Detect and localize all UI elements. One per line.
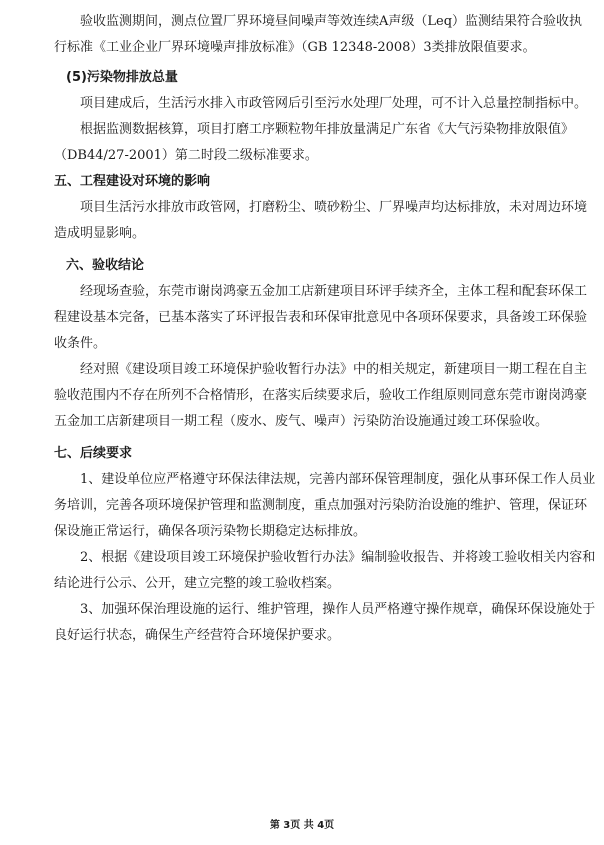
text-line: 结论进行公示、公开，建立完整的竣工验收档案。 bbox=[54, 576, 341, 591]
text-line: 2、根据《建设项目竣工环境保护验收暂行办法》编制验收报告、并将竣工验收相关内容和 bbox=[80, 550, 596, 565]
text-line: 务培训，完善各项环境保护管理和监测制度，重点加强对污染防治设施的维护、管理，保证环 bbox=[54, 498, 588, 513]
text-line: 验收范围内不存在所列不合格情形，在落实后续要求后，验收工作组原则同意东莞市谢岗鸿豪 bbox=[54, 388, 588, 403]
text-line: 造成明显影响。 bbox=[54, 226, 146, 241]
text-line: 经现场查验，东莞市谢岗鸿豪五金加工店新建项目环评手续齐全，主体工程和配套环保工 bbox=[80, 284, 588, 299]
section-heading-follow-up-requirements: 七、后续要求 bbox=[54, 446, 133, 461]
page-number-footer: 第 3页 共 4页 bbox=[269, 820, 335, 831]
section-heading-environmental-impact: 五、工程建设对环境的影响 bbox=[54, 174, 211, 189]
text-line: 经对照《建设项目竣工环境保护验收暂行办法》中的相关规定，新建项目一期工程在自主 bbox=[80, 362, 588, 377]
text-line: 行标准《工业企业厂界环境噪声排放标准》（GB 12348-2008）3类排放限值要求。 bbox=[54, 40, 536, 55]
text-line: 验收监测期间，测点位置厂界环境昼间噪声等效连续A声级（Leq）监测结果符合验收执 bbox=[80, 14, 583, 29]
text-line: 收条件。 bbox=[54, 336, 107, 351]
noise-monitoring-paragraph bbox=[54, 9, 583, 61]
text-line: 项目建成后，生活污水排入市政管网后引至污水处理厂处理，可不计入总量控制指标中。 bbox=[80, 96, 588, 111]
text-line: 3、加强环保治理设施的运行、维护管理，操作人员严格遵守操作规章，确保环保设施处于 bbox=[80, 602, 596, 617]
text-line: 程建设基本完备，已基本落实了环评报告表和环保审批意见中各项环保要求，具备竣工环保验 bbox=[54, 310, 588, 325]
document-body bbox=[54, 9, 596, 649]
text-line: 保设施正常运行，确保各项污染物长期稳定达标排放。 bbox=[54, 524, 367, 539]
text-line: 项目生活污水排放市政管网，打磨粉尘、喷砂粉尘、厂界噪声均达标排放，未对周边环境 bbox=[80, 200, 588, 215]
text-line: （DB44/27-2001）第二时段二级标准要求。 bbox=[54, 148, 318, 163]
text-line: 根据监测数据核算，项目打磨工序颗粒物年排放量满足广东省《大气污染物排放限值》 bbox=[80, 122, 575, 137]
subsection-heading-pollutant-total: (5)污染物排放总量 bbox=[66, 70, 178, 85]
text-line: 良好运行状态，确保生产经营符合环境保护要求。 bbox=[54, 628, 341, 643]
section-heading-acceptance-conclusion: 六、验收结论 bbox=[66, 258, 145, 273]
text-line: 五金加工店新建项目一期工程（废水、废气、噪声）污染防治设施通过竣工环保验收。 bbox=[54, 414, 549, 429]
text-line: 1、建设单位应严格遵守环保法律法规，完善内部环保管理制度，强化从事环保工作人员业 bbox=[80, 472, 596, 487]
